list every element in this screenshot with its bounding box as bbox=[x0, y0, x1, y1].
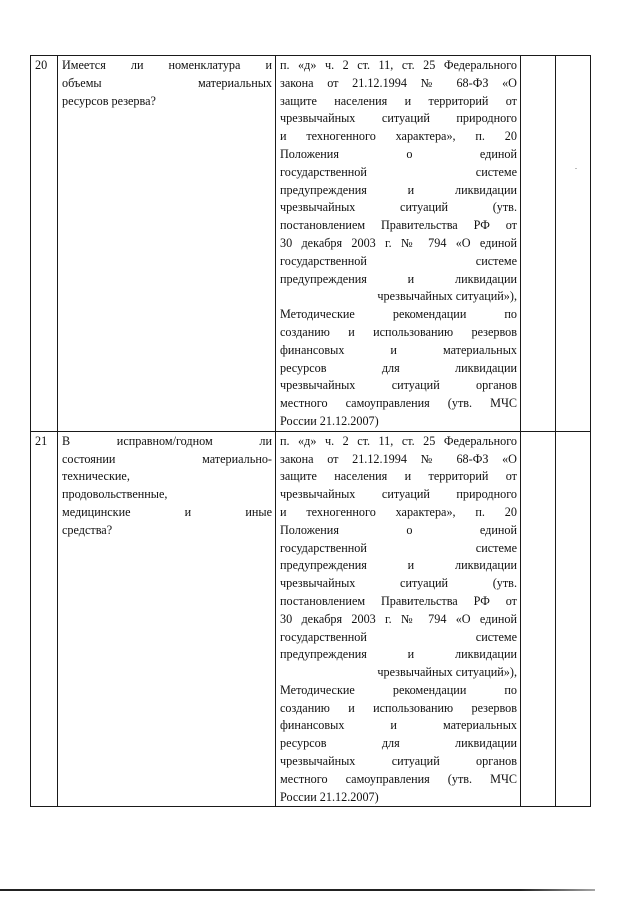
legal-basis-cell bbox=[276, 56, 521, 432]
question-line: продовольственные, bbox=[62, 487, 168, 502]
legal-basis-line: чрезвычайных ситуаций»), bbox=[377, 665, 517, 680]
legal-basis-line: государственной системе bbox=[280, 164, 517, 179]
legal-basis-line: созданию и использованию резервов bbox=[280, 700, 517, 715]
legal-basis-line: предупреждения и ликвидации bbox=[280, 647, 517, 662]
legal-basis-line: чрезвычайных ситуаций природного bbox=[280, 487, 517, 502]
check-result-cell[interactable] bbox=[521, 431, 556, 807]
legal-basis-line: государственной системе bbox=[280, 540, 517, 555]
question-line: состоянии материально- bbox=[62, 451, 272, 466]
legal-basis-line: Положения о единой bbox=[280, 146, 517, 161]
legal-basis-line: и техногенного характера», п. 20 bbox=[280, 129, 517, 144]
legal-basis-line: чрезвычайных ситуаций природного bbox=[280, 111, 517, 126]
question-line: Имеется ли номенклатура и bbox=[62, 58, 272, 72]
legal-basis-line: чрезвычайных ситуаций»), bbox=[377, 289, 517, 304]
legal-basis-line: защите населения и территорий от bbox=[280, 93, 517, 108]
question-line: объемы материальных bbox=[62, 75, 272, 90]
legal-basis-text bbox=[276, 432, 520, 807]
row-number: 20 bbox=[31, 56, 58, 432]
question-line: медицинские и иные bbox=[62, 504, 272, 519]
legal-basis-line: ресурсов для ликвидации bbox=[280, 360, 517, 375]
check-result-cell[interactable] bbox=[521, 56, 556, 432]
legal-basis-line: закона от 21.12.1994 № 68-ФЗ «О bbox=[280, 451, 517, 466]
legal-basis-line: постановлением Правительства РФ от bbox=[280, 593, 517, 608]
table-row bbox=[31, 56, 591, 432]
legal-basis-line: государственной системе bbox=[280, 253, 517, 268]
legal-basis-line: 30 декабря 2003 г. № 794 «О единой bbox=[280, 235, 517, 250]
checklist-table bbox=[30, 55, 591, 807]
legal-basis-line: п. «д» ч. 2 ст. 11, ст. 25 Федерального bbox=[280, 58, 517, 72]
check-note-cell[interactable] bbox=[556, 56, 591, 432]
legal-basis-line: 30 декабря 2003 г. № 794 «О единой bbox=[280, 611, 517, 626]
legal-basis-line: чрезвычайных ситуаций органов bbox=[280, 754, 517, 769]
question-cell bbox=[58, 56, 276, 432]
checklist-rows bbox=[31, 56, 591, 807]
legal-basis-line: предупреждения и ликвидации bbox=[280, 558, 517, 573]
legal-basis-line: Положения о единой bbox=[280, 522, 517, 537]
legal-basis-line: закона от 21.12.1994 № 68-ФЗ «О bbox=[280, 75, 517, 90]
footer-rule-fade bbox=[520, 889, 595, 891]
legal-basis-line: финансовых и материальных bbox=[280, 718, 517, 733]
legal-basis-line: Методические рекомендации по bbox=[280, 682, 517, 697]
legal-basis-line: защите населения и территорий от bbox=[280, 469, 517, 484]
legal-basis-line: п. «д» ч. 2 ст. 11, ст. 25 Федерального bbox=[280, 433, 517, 448]
legal-basis-line: ресурсов для ликвидации bbox=[280, 736, 517, 751]
legal-basis-line: и техногенного характера», п. 20 bbox=[280, 504, 517, 519]
legal-basis-line: государственной системе bbox=[280, 629, 517, 644]
legal-basis-line: постановлением Правительства РФ от bbox=[280, 218, 517, 233]
legal-basis-line: предупреждения и ликвидации bbox=[280, 182, 517, 197]
legal-basis-line: местного самоуправления (утв. МЧС bbox=[280, 396, 517, 411]
question-line: средства? bbox=[62, 522, 113, 537]
check-note-cell[interactable] bbox=[556, 431, 591, 807]
question-line: ресурсов резерва? bbox=[62, 93, 156, 108]
row-number: 21 bbox=[31, 431, 58, 807]
scan-speck bbox=[575, 168, 577, 169]
legal-basis-text bbox=[276, 56, 520, 431]
legal-basis-line: Методические рекомендации по bbox=[280, 307, 517, 322]
table-row bbox=[31, 431, 591, 807]
legal-basis-line: местного самоуправления (утв. МЧС bbox=[280, 771, 517, 786]
legal-basis-line: чрезвычайных ситуаций органов bbox=[280, 378, 517, 393]
legal-basis-line: созданию и использованию резервов bbox=[280, 324, 517, 339]
question-cell bbox=[58, 431, 276, 807]
legal-basis-line: России 21.12.2007) bbox=[280, 413, 379, 428]
legal-basis-line: предупреждения и ликвидации bbox=[280, 271, 517, 286]
legal-basis-cell bbox=[276, 431, 521, 807]
footer-rule bbox=[0, 889, 595, 891]
legal-basis-line: чрезвычайных ситуаций (утв. bbox=[280, 576, 517, 591]
question-line: технические, bbox=[62, 469, 130, 484]
question-line: В исправном/годном ли bbox=[62, 433, 272, 448]
legal-basis-line: чрезвычайных ситуаций (утв. bbox=[280, 200, 517, 215]
legal-basis-line: финансовых и материальных bbox=[280, 342, 517, 357]
legal-basis-line: России 21.12.2007) bbox=[280, 789, 379, 804]
